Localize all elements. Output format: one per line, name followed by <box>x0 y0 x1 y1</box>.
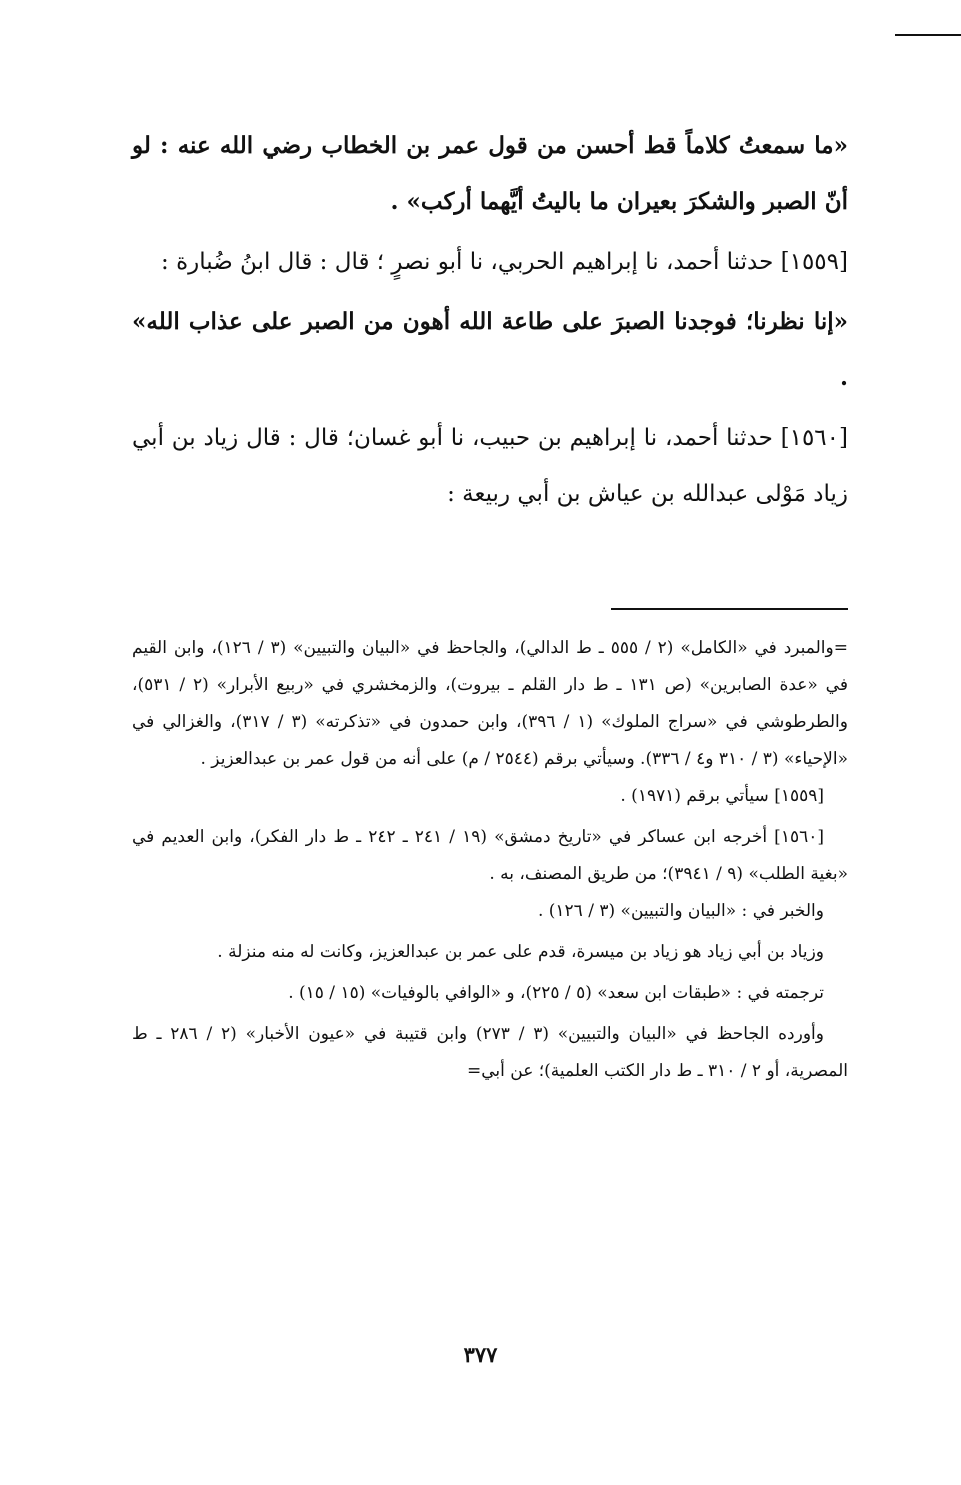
footnote: وزياد بن أبي زياد هو زياد بن ميسرة، قدم على عمر بن عبدالعزيز، وكانت له منه منزلة . <box>217 942 824 962</box>
main-paragraph: «ما سمعتُ كلاماً قط أحسن من قول عمر بن الخطاب رضي الله عنه : لو أنّ الصبر والشكرَ بعيران ما باليتُ أيَّهما أركب» . <box>132 132 848 215</box>
footnote: وأورده الجاحظ في «البيان والتبيين» (٣ / ٢٧٣) وابن قتيبة في «عيون الأخبار» (٢ / ٢٨٦ ـ ط المصرية، أو ٢ / ٣١٠ ـ ط دار الكتب العلمية)؛ عن أبي= <box>132 1024 848 1081</box>
page-number: ٣٧٧ <box>463 1342 498 1367</box>
corner-rule <box>895 34 961 36</box>
footnote: ترجمته في : «طبقات ابن سعد» (٥ / ٢٢٥)، و «الوافي بالوفيات» (١٥ / ١٥) . <box>288 983 824 1003</box>
footnote: [١٥٥٩] سيأتي برقم (١٩٧١) . <box>620 786 824 806</box>
main-paragraph: [١٥٥٩] حدثنا أحمد، نا إبراهيم الحربي، نا أبو نصرٍ ؛ قال : قال ابنُ ضُبارة : <box>161 249 848 275</box>
main-text <box>132 118 848 522</box>
footnotes <box>132 630 848 1090</box>
main-paragraph: [١٥٦٠] حدثنا أحمد، نا إبراهيم بن حبيب، نا أبو غسان؛ قال : قال زياد بن أبي زياد مَوْلى عبدالله بن عياش بن أبي ربيعة : <box>132 425 848 507</box>
footnote-separator <box>611 608 848 610</box>
footnote: والخبر في : «البيان والتبيين» (٣ / ١٢٦) . <box>537 901 824 921</box>
footnote: [١٥٦٠] أخرجه ابن عساكر في «تاريخ دمشق» (١٩ / ٢٤١ ـ ٢٤٢ ـ ط دار الفكر)، وابن العديم في «بغية الطلب» (٩ / ٣٩٤١)؛ من طريق المصنف، به . <box>132 827 848 884</box>
main-paragraph: «إنا نظرنا؛ فوجدنا الصبرَ على طاعة الله أهون من الصبر على عذاب الله» . <box>132 308 848 391</box>
footnote: =والمبرد في «الكامل» (٢ / ٥٥٥ ـ ط الدالي)، والجاحظ في «البيان والتبيين» (٣ / ١٢٦)، وابن القيم في «عدة الصابرين» (ص ١٣١ ـ ط دار القلم ـ بيروت)، والزمخشري في «ربيع الأبرار» (٢ / ٥٣١)، والطرطوشي في «سراج الملوك» (١ / ٣٩٦)، وابن حمدون في «تذكرته» (٣ / ٣١٧)، والغزالي في «الإحياء» (٣ / ٣١٠ و٤ / ٣٣٦). وسيأتي برقم (٢٥٤٤ / م) على أنه من قول عمر بن عبدالعزيز . <box>132 638 848 769</box>
